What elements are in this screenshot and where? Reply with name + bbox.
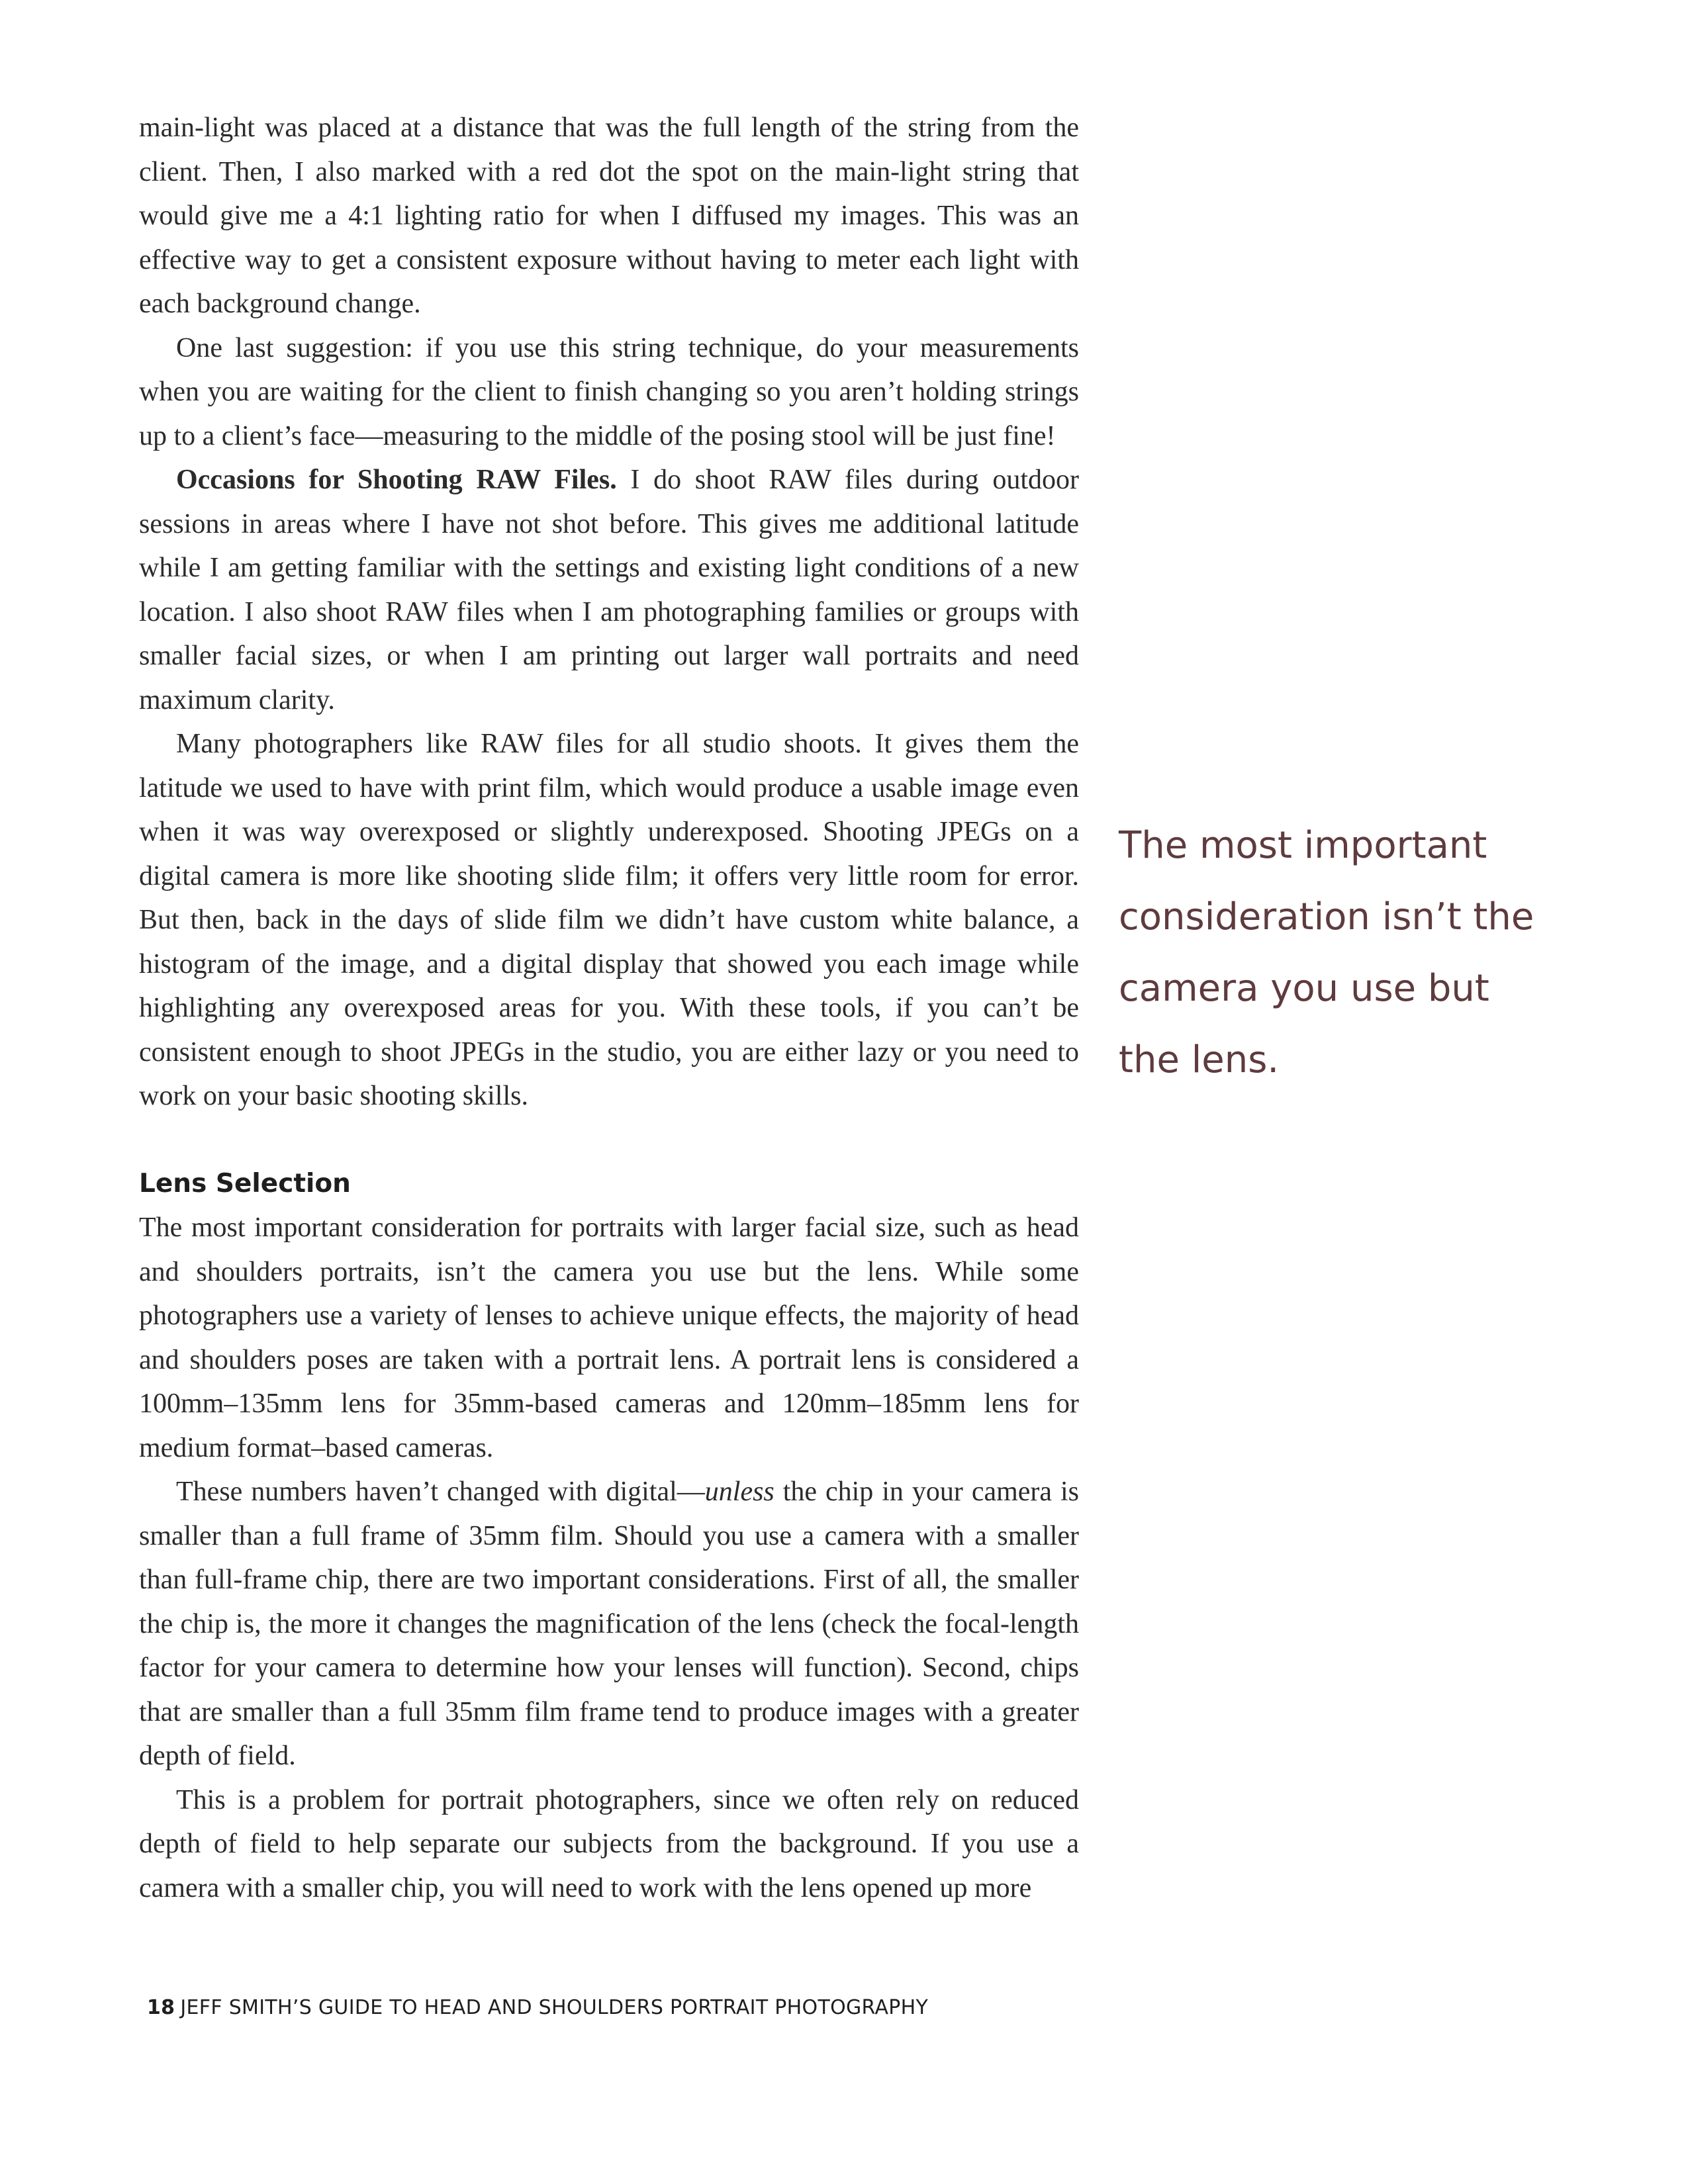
section-heading: Lens Selection [139, 1168, 351, 1199]
emphasis-text: unless [704, 1477, 774, 1507]
run-in-heading: Occasions for Shooting RAW Files. [176, 465, 617, 495]
body-paragraph [139, 1470, 1079, 1778]
main-text-column [139, 106, 1079, 1910]
body-paragraph [139, 458, 1079, 722]
paragraph-text: the chip in your camera is smaller than a full frame of 35mm film. Should you use a camera with a smaller than full-frame chip, there are two important considerations. First of all, the smaller the chip is, the more it changes the magnification of the lens (check the focal-length factor for your camera to determine how your lenses will function). Second, chips that are smaller than a full 35mm film frame tend to produce images with a greater depth of field. [139, 1477, 1080, 1771]
body-paragraph: One last suggestion: if you use this string technique, do your measurements when you are waiting for the client to finish changing so you aren’t holding strings up to a client’s face—measuring to the middle of the posing stool will be just fine! [139, 332, 1079, 451]
page-number: 18 [147, 1996, 175, 2019]
body-paragraph: Many photographers like RAW files for all studio shoots. It gives them the latitude we used to have with print film, which would produce a usable image even when it was way overexposed or slightly underexposed. Shooting JPEGs on a digital camera is more like shooting slide film; it offers very little room for error. But then, back in the days of slide film we didn’t have custom white balance, a histogram of the image, and a digital display that showed you each image while highlighting any overexposed areas for you. With these tools, if you can’t be consistent enough to shoot JPEGs in the studio, you are either lazy or you need to work on your basic shooting skills. [139, 729, 1079, 1111]
running-title: JEFF SMITH’S GUIDE TO HEAD AND SHOULDERS PORTRAIT PHOTOGRAPHY [180, 1996, 929, 2019]
body-paragraph: main-light was placed at a distance that was the full length of the string from the client. Then, I also marked with a red dot the spot on the main-light string that would give me a 4:1 lighting ratio for when I diffused my images. This was an effective way to get a consistent exposure without having to meter each light with each background change. [139, 113, 1079, 319]
pull-quote: The most important consideration isn’t the camera you use but the lens. [1119, 824, 1534, 1081]
page-footer [147, 1996, 928, 2019]
paragraph-text: I do shoot RAW files during outdoor sessions in areas where I have not shot before. This gives me additional latitude while I am getting familiar with the settings and existing light conditions of a new location. I also shoot RAW files when I am photographing families or groups with smaller facial sizes, or when I am printing out larger wall portraits and need maximum clarity. [139, 465, 1079, 715]
body-paragraph: The most important consideration for portraits with larger facial size, such as head and shoulders portraits, isn’t the camera you use but the lens. While some photographers use a variety of lenses to achieve unique effects, the majority of head and shoulders poses are taken with a portrait lens. A portrait lens is considered a 100mm–135mm lens for 35mm-based cameras and 120mm–185mm lens for medium format–based cameras. [139, 1212, 1079, 1463]
paragraph-text: These numbers haven’t changed with digital— [176, 1477, 705, 1507]
body-paragraph: This is a problem for portrait photographers, since we often rely on reduced depth of field to help separate our subjects from the background. If you use a camera with a smaller chip, you will need to work with the lens opened up more [139, 1784, 1079, 1903]
